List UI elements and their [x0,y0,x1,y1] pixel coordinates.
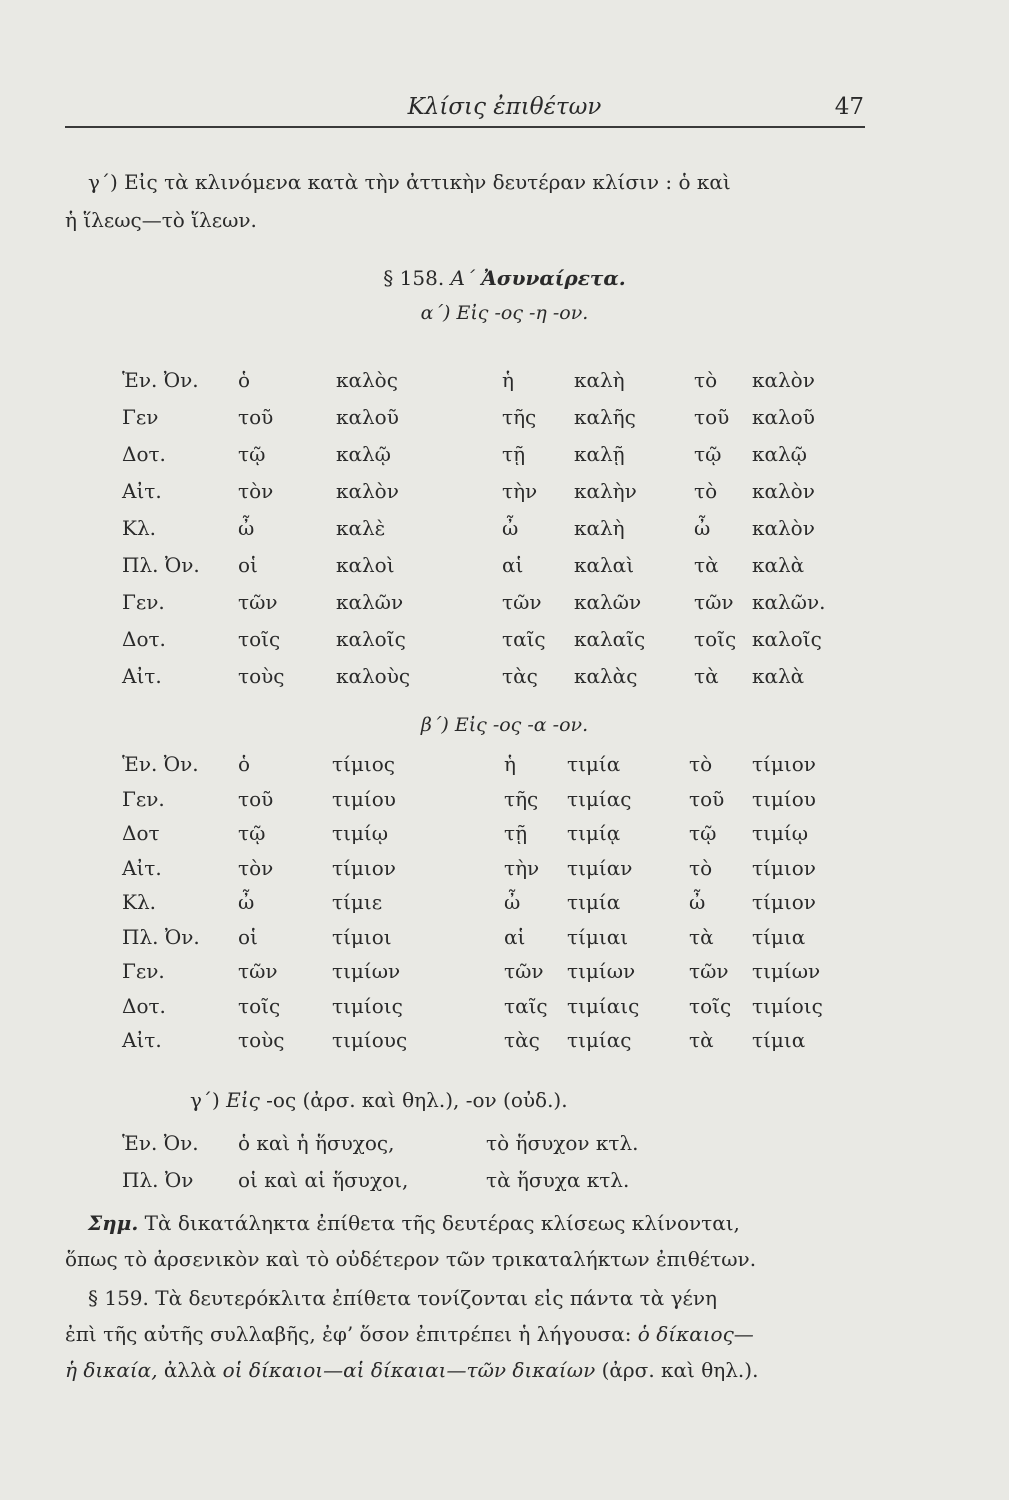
section-159-example-3: οἱ δίκαιοι—αἱ δίκαιαι—τῶν δικαίων [222,1358,596,1382]
table-b-row-5-neut-article: ὦ [689,890,706,914]
table-a-row-3-fem-form: καλῇ [574,442,625,466]
section-158-heading [0,266,1009,290]
section-159-text-3: ἀλλὰ [163,1358,217,1382]
table-b-row-1-fem-article: ἡ [504,752,516,776]
table-a-row-6-fem-form: καλαὶ [574,553,635,577]
table-b-row-3-fem-form: τιμίᾳ [567,821,621,845]
section-159-line-2 [65,1315,754,1353]
table-a-row-9-fem-article: τὰς [502,664,538,688]
table-a-row-6-masc-article: οἱ [238,553,258,577]
table-b-row-6-fem-article: αἱ [504,924,526,949]
table-b-row-3-fem-article: τῇ [504,821,528,845]
table-b-row-5-neut-form: τίμιον [752,890,816,914]
table-a-row-4-case-label: Αἰτ. [122,479,162,503]
table-b-row-6-case-label: Πλ. Ὀν. [122,924,200,949]
table-a-row-8-fem-form: καλαῖς [574,627,646,651]
table-b-row-4-masc-article: τὸν [238,855,274,880]
section-159-line-3 [65,1351,758,1389]
table-b-row-3-case-label: Δοτ [122,821,160,845]
table-b-row-6-masc-article: οἱ [238,924,258,949]
table-a-row-6-fem-article: αἱ [502,553,524,577]
table-b-row-4-masc-form: τίμιον [332,855,396,880]
subheading-a-label: α΄) [420,302,451,324]
table-b-row-8-neut-form: τιμίοις [752,993,823,1018]
table-a-row-3-fem-article: τῇ [502,442,526,466]
table-a-row-2-case-label: Γεν [122,405,159,429]
section-159-line-1 [88,1279,717,1317]
table-a-row-1-fem-article: ἡ [502,368,514,392]
table-a-row-6-masc-form: καλοὶ [336,553,395,577]
table-b-row-2-fem-article: τῆς [504,786,539,811]
table-a-row-7-masc-article: τῶν [238,590,278,614]
table-b-row-4-fem-form: τιμίαν [567,855,633,880]
table-b-row-9-masc-article: τοὺς [238,1028,285,1052]
note-text-1: Τὰ δικατάληκτα ἐπίθετα τῆς δευτέρας κλίσεως κλίνονται, [144,1211,740,1235]
table-b-row-9-case-label: Αἰτ. [122,1028,162,1052]
table-b-row-9-neut-form: τίμια [752,1028,806,1052]
table-b-row-2-neut-form: τιμίου [752,786,816,811]
running-header-title: Κλίσις ἐπιθέτων [407,94,602,120]
section-159-example-2: ἡ δικαία, [65,1358,158,1382]
section-159-text-2: ἐπὶ τῆς αὐτῆς συλλαβῆς, ἐφ’ ὅσον ἐπιτρέπει ἡ λήγουσα: [65,1322,632,1346]
table-a-row-6-case-label: Πλ. Ὀν. [122,553,200,577]
table-a-row-9-masc-form: καλοὺς [336,664,411,688]
subheading-c [190,1088,568,1112]
section-158-title: Ἀσυναίρετα. [481,266,626,290]
table-b-row-7-case-label: Γεν. [122,959,165,983]
table-a-row-4-masc-form: καλὸν [336,479,399,503]
table-a-row-7-neut-form: καλῶν. [752,590,826,614]
table-b-row-7-fem-form: τιμίων [567,959,636,983]
table-b-row-2-fem-form: τιμίας [567,786,632,811]
table-a-row-1-masc-article: ὁ [238,368,251,392]
table-b-row-1-neut-form: τίμιον [752,752,816,776]
table-a-row-7-fem-form: καλῶν [574,590,642,614]
table-a-row-3-masc-article: τῷ [238,442,266,466]
table-b-row-9-masc-form: τιμίους [332,1028,408,1052]
table-b-row-2-masc-article: τοῦ [238,786,274,811]
table-a-row-2-neut-form: καλοῦ [752,405,815,429]
table-b-row-2-neut-article: τοῦ [689,786,725,811]
table-a-row-9-masc-article: τοὺς [238,664,285,688]
table-b-row-1-case-label: Ἑν. Ὀν. [122,752,199,776]
table-b-row-7-neut-form: τιμίων [752,959,821,983]
table-a-row-6-neut-form: καλὰ [752,553,805,577]
table-b-row-1-masc-form: τίμιος [332,752,395,776]
table-b-row-5-masc-article: ὦ [238,890,255,914]
table-b-row-8-fem-form: τιμίαις [567,993,640,1018]
table-a-row-5-case-label: Κλ. [122,516,156,540]
table-c-row-2-case-label: Πλ. Ὀν [122,1168,194,1192]
header-rule [65,126,865,128]
table-a-row-7-masc-form: καλῶν [336,590,404,614]
table-c-row-2-neut-form: τὰ ἥσυχα κτλ. [486,1168,630,1192]
note-line-2: ὅπως τὸ ἀρσενικὸν καὶ τὸ οὐδέτερον τῶν τρικαταλήκτων ἐπιθέτων. [65,1247,757,1271]
table-b-row-4-fem-article: τὴν [504,855,540,880]
note-label: Σημ. [88,1211,139,1235]
section-159-text-4: (ἀρσ. καὶ θηλ.). [601,1358,759,1382]
section-159-number: § 159. [88,1286,149,1310]
table-a-row-5-masc-article: ὦ [238,516,255,540]
table-a-row-7-neut-article: τῶν [694,590,734,614]
section-158-number: § 158. [383,266,445,290]
table-b-row-1-masc-article: ὁ [238,752,251,776]
note-line-1 [88,1204,740,1242]
table-a-row-7-case-label: Γεν. [122,590,165,614]
table-a-row-2-masc-form: καλοῦ [336,405,399,429]
table-b-row-1-neut-article: τὸ [689,752,713,776]
table-b-row-3-masc-form: τιμίῳ [332,821,389,845]
table-c-row-1-neut-form: τὸ ἥσυχον κτλ. [486,1131,639,1155]
table-a-row-9-fem-form: καλὰς [574,664,638,688]
table-b-row-4-case-label: Αἰτ. [122,855,162,880]
table-b-row-6-neut-article: τὰ [689,924,714,949]
table-a-row-9-neut-article: τὰ [694,664,719,688]
table-b-row-3-masc-article: τῷ [238,821,266,845]
table-b-row-6-fem-form: τίμιαι [567,924,629,949]
subheading-a [0,302,1009,324]
table-b-row-7-neut-article: τῶν [689,959,729,983]
table-b-row-8-case-label: Δοτ. [122,993,166,1018]
table-a-row-3-masc-form: καλῷ [336,442,391,466]
table-a-row-8-masc-form: καλοῖς [336,627,406,651]
table-a-row-6-neut-article: τὰ [694,553,719,577]
table-b-row-8-fem-article: ταῖς [504,993,548,1018]
section-158-letter: Α΄ [450,266,475,290]
subheading-b [0,714,1009,736]
table-a-row-8-masc-article: τοῖς [238,627,281,651]
table-a-row-5-fem-form: καλὴ [574,516,625,540]
table-a-row-9-neut-form: καλὰ [752,664,805,688]
table-b-row-5-fem-article: ὦ [504,890,521,914]
table-c-row-1-case-label: Ἑν. Ὀν. [122,1131,199,1155]
table-b-row-2-masc-form: τιμίου [332,786,396,811]
table-b-row-5-fem-form: τιμία [567,890,621,914]
table-a-row-7-fem-article: τῶν [502,590,542,614]
table-a-row-3-case-label: Δοτ. [122,442,166,466]
table-a-row-5-fem-article: ὦ [502,516,519,540]
intro-line-2: ἡ ἵλεως—τὸ ἵλεων. [65,208,257,232]
table-a-row-8-neut-form: καλοῖς [752,627,822,651]
table-a-row-1-neut-form: καλὸν [752,368,815,392]
table-b-row-6-neut-form: τίμια [752,924,806,949]
table-b-row-9-fem-form: τιμίας [567,1028,632,1052]
subheading-c-text: -ος (ἀρσ. καὶ θηλ.), -ον (οὐδ.). [266,1088,568,1112]
table-b-row-7-fem-article: τῶν [504,959,544,983]
table-a-row-2-fem-form: καλῆς [574,405,636,429]
table-a-row-8-fem-article: ταῖς [502,627,546,651]
table-a-row-2-neut-article: τοῦ [694,405,730,429]
table-b-row-9-fem-article: τὰς [504,1028,540,1052]
table-b-row-8-neut-article: τοῖς [689,993,732,1018]
table-a-row-3-neut-article: τῷ [694,442,722,466]
table-a-row-9-case-label: Αἰτ. [122,664,162,688]
table-b-row-5-masc-form: τίμιε [332,890,383,914]
table-b-row-4-neut-article: τὸ [689,855,713,880]
table-b-row-2-case-label: Γεν. [122,786,165,811]
table-a-row-1-case-label: Ἑν. Ὀν. [122,368,199,392]
table-a-row-5-neut-form: καλὸν [752,516,815,540]
subheading-c-italic: Εἰς [226,1088,260,1112]
table-b-row-7-masc-form: τιμίων [332,959,401,983]
table-a-row-1-masc-form: καλὸς [336,368,398,392]
table-b-row-6-masc-form: τίμιοι [332,924,392,949]
subheading-c-label: γ΄) [190,1088,220,1112]
table-a-row-1-fem-form: καλὴ [574,368,625,392]
table-b-row-1-fem-form: τιμία [567,752,621,776]
intro-line-1: γ΄) Εἰς τὰ κλινόμενα κατὰ τὴν ἀττικὴν δευτέραν κλίσιν : ὁ καὶ [88,170,731,194]
table-a-row-8-case-label: Δοτ. [122,627,166,651]
subheading-a-text: Εἰς -ος -η -ον. [456,302,589,324]
table-c-row-2-masc-fem-form: οἱ καὶ αἱ ἥσυχοι, [238,1168,409,1192]
table-b-row-9-neut-article: τὰ [689,1028,714,1052]
table-a-row-3-neut-form: καλῷ [752,442,807,466]
table-a-row-1-neut-article: τὸ [694,368,718,392]
table-a-row-4-fem-article: τὴν [502,479,538,503]
table-b-row-7-masc-article: τῶν [238,959,278,983]
table-c-row-1-masc-fem-form: ὁ καὶ ἡ ἥσυχος, [238,1131,395,1155]
table-b-row-3-neut-article: τῷ [689,821,717,845]
subheading-b-text: Εἰς -ος -α -ον. [454,714,589,736]
table-a-row-4-masc-article: τὸν [238,479,274,503]
table-a-row-4-neut-article: τὸ [694,479,718,503]
table-b-row-4-neut-form: τίμιον [752,855,816,880]
section-159-text-1: Τὰ δευτερόκλιτα ἐπίθετα τονίζονται εἰς πάντα τὰ γένη [155,1286,718,1310]
table-b-row-5-case-label: Κλ. [122,890,156,914]
table-a-row-5-masc-form: καλὲ [336,516,386,540]
table-b-row-8-masc-article: τοῖς [238,993,281,1018]
table-a-row-4-neut-form: καλὸν [752,479,815,503]
section-159-example-1: ὁ δίκαιος— [637,1322,754,1346]
table-a-row-5-neut-article: ὦ [694,516,711,540]
table-b-row-3-neut-form: τιμίῳ [752,821,809,845]
table-b-row-8-masc-form: τιμίοις [332,993,403,1018]
table-a-row-2-masc-article: τοῦ [238,405,274,429]
page-number: 47 [834,94,864,120]
table-a-row-4-fem-form: καλὴν [574,479,637,503]
table-a-row-8-neut-article: τοῖς [694,627,737,651]
subheading-b-label: β΄) [420,714,449,736]
table-a-row-2-fem-article: τῆς [502,405,537,429]
